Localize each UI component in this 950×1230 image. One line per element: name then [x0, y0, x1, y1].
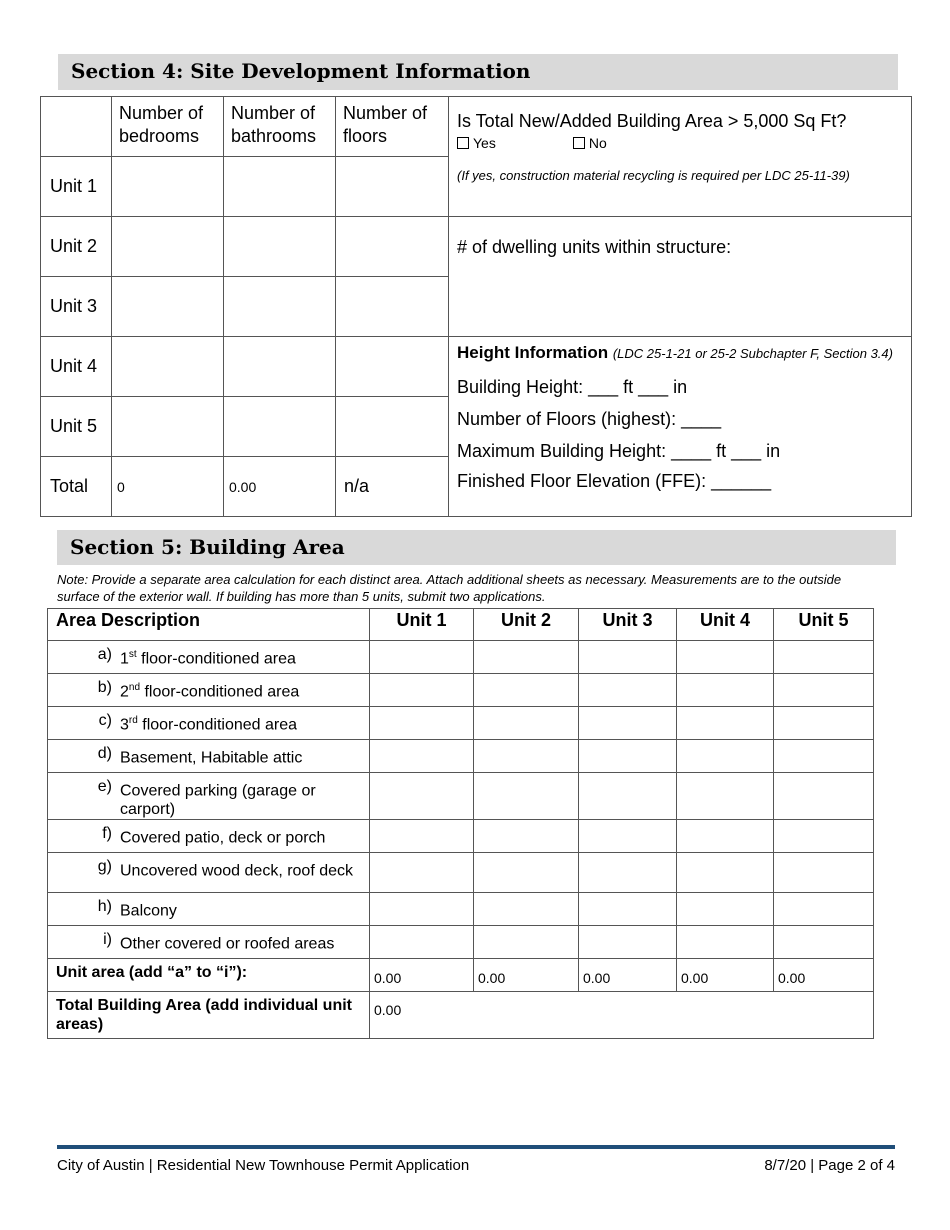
area-description-cell	[48, 707, 370, 740]
unit4-area-input[interactable]	[677, 893, 774, 926]
unit1-area-input[interactable]	[370, 674, 474, 707]
item-letter: a)	[97, 646, 112, 663]
item-letter: e)	[97, 778, 112, 795]
unit4-area-input[interactable]	[677, 740, 774, 773]
area-note: Note: Provide a separate area calculation for each distinct area. Attach additional sheets as necessary. Measurements are to the outside surface of the exterior wall. If building has more than 5 units, submit two applications.	[57, 572, 842, 604]
area-row	[48, 853, 874, 893]
unit1-floors-input[interactable]	[336, 157, 449, 217]
area-question-cell	[449, 97, 912, 217]
area-description-cell	[48, 674, 370, 707]
item-text-wrap	[120, 678, 299, 701]
area-row	[48, 820, 874, 853]
item-text: Uncovered wood deck, roof deck	[120, 862, 354, 880]
item-letter: i)	[103, 931, 112, 949]
unit4-area-input[interactable]	[677, 773, 774, 820]
unit2-bedrooms-input[interactable]	[112, 217, 224, 277]
row-total: Total	[41, 457, 112, 517]
unit5-area-input[interactable]	[774, 674, 874, 707]
unit2-area-input[interactable]	[474, 820, 579, 853]
item-ordinal-suffix: nd	[128, 682, 141, 693]
col-bedrooms: Number of bedrooms	[112, 97, 224, 157]
unit4-area-input[interactable]	[677, 641, 774, 674]
no-label: No	[588, 135, 607, 151]
item-text-wrap	[120, 930, 334, 953]
area-row	[48, 893, 874, 926]
row-unit-1: Unit 1	[41, 157, 112, 217]
item-ordinal-suffix: st	[128, 649, 137, 660]
footer-rule	[57, 1145, 895, 1149]
item-text-wrap	[120, 824, 325, 847]
unit3-area-input[interactable]	[579, 893, 677, 926]
unit5-area-input[interactable]	[774, 820, 874, 853]
unit2-area-input[interactable]	[474, 893, 579, 926]
item-text: floor-conditioned area	[136, 650, 296, 668]
col-unit-4: Unit 4	[677, 609, 774, 641]
height-title: Height Information	[457, 343, 609, 362]
unit3-area-input[interactable]	[579, 820, 677, 853]
area-row	[48, 707, 874, 740]
item-ordinal: 3	[120, 716, 129, 734]
col-floors: Number of floors	[336, 97, 449, 157]
row-unit-3: Unit 3	[41, 277, 112, 337]
footer-right: 8/7/20 | Page 2 of 4	[764, 1157, 895, 1174]
unit-area-label: Unit area (add “a” to “i”):	[48, 959, 370, 992]
yes-label: Yes	[473, 135, 496, 151]
area-question: Is Total New/Added Building Area > 5,000 Sq Ft?	[457, 111, 847, 131]
unit3-area-input[interactable]	[579, 926, 677, 959]
unit1-area-input[interactable]	[370, 926, 474, 959]
total-floors: n/a	[336, 457, 449, 517]
unit5-area-input[interactable]	[774, 893, 874, 926]
item-text: floor-conditioned area	[137, 716, 298, 734]
item-letter: d)	[97, 745, 112, 762]
item-text-wrap	[120, 857, 353, 880]
section5-title: Section 5: Building Area	[57, 530, 896, 565]
unit4-bathrooms-input[interactable]	[224, 337, 336, 397]
max-height-field[interactable]: Maximum Building Height: ____ ft ___ in	[457, 441, 781, 461]
building-area-table	[47, 608, 874, 1039]
area-row	[48, 641, 874, 674]
site-development-table	[40, 96, 912, 517]
item-text: floor-conditioned area	[140, 683, 300, 701]
unit2-area-input[interactable]	[474, 740, 579, 773]
unit4-area-input[interactable]	[677, 674, 774, 707]
area-description-cell	[48, 820, 370, 853]
item-text-wrap	[120, 744, 302, 767]
area-description-cell	[48, 641, 370, 674]
unit5-area-input[interactable]	[774, 926, 874, 959]
item-ordinal: 2	[120, 683, 129, 701]
unit4-area-total: 0.00	[677, 959, 774, 992]
unit1-area-input[interactable]	[370, 853, 474, 893]
unit1-area-input[interactable]	[370, 641, 474, 674]
area-description-cell	[48, 740, 370, 773]
unit3-area-input[interactable]	[579, 674, 677, 707]
unit3-area-input[interactable]	[579, 853, 677, 893]
item-letter: g)	[97, 858, 112, 876]
unit1-area-total: 0.00	[370, 959, 474, 992]
area-description-cell	[48, 926, 370, 959]
unit5-area-input[interactable]	[774, 773, 874, 820]
unit1-area-input[interactable]	[370, 893, 474, 926]
unit5-area-input[interactable]	[774, 707, 874, 740]
no-checkbox[interactable]	[573, 137, 585, 149]
unit5-area-input[interactable]	[774, 740, 874, 773]
item-text: Covered patio, deck or porch	[120, 829, 326, 847]
item-ordinal: 1	[120, 650, 129, 668]
unit3-bathrooms-input[interactable]	[224, 277, 336, 337]
section4-title: Section 4: Site Development Information	[58, 54, 898, 90]
area-row	[48, 740, 874, 773]
item-text-wrap	[120, 777, 365, 819]
item-letter: f)	[102, 825, 112, 843]
unit5-bathrooms-input[interactable]	[224, 397, 336, 457]
unit2-area-total: 0.00	[474, 959, 579, 992]
unit2-area-input[interactable]	[474, 641, 579, 674]
dwelling-units-label: # of dwelling units within structure:	[457, 237, 732, 257]
unit4-floors-input[interactable]	[336, 337, 449, 397]
row-unit-5: Unit 5	[41, 397, 112, 457]
area-description-cell	[48, 773, 370, 820]
area-description-cell	[48, 853, 370, 893]
item-text-wrap	[120, 645, 296, 668]
item-text: Covered parking (garage or carport)	[120, 782, 316, 819]
area-description-cell	[48, 893, 370, 926]
recycling-note: (If yes, construction material recycling is required per LDC 25-11-39)	[457, 168, 850, 183]
unit1-area-input[interactable]	[370, 740, 474, 773]
unit2-area-input[interactable]	[474, 707, 579, 740]
unit3-floors-input[interactable]	[336, 277, 449, 337]
unit4-bedrooms-input[interactable]	[112, 337, 224, 397]
unit5-area-total: 0.00	[774, 959, 874, 992]
item-text: Basement, Habitable attic	[120, 749, 303, 767]
area-row	[48, 773, 874, 820]
ffe-field[interactable]: Finished Floor Elevation (FFE): ______	[457, 471, 772, 491]
unit4-area-input[interactable]	[677, 926, 774, 959]
item-text-wrap	[120, 711, 297, 734]
area-row	[48, 674, 874, 707]
unit3-area-input[interactable]	[579, 707, 677, 740]
height-ref: (LDC 25-1-21 or 25-2 Subchapter F, Section 3.4)	[612, 346, 893, 361]
row-unit-4: Unit 4	[41, 337, 112, 397]
unit5-bedrooms-input[interactable]	[112, 397, 224, 457]
row-unit-2: Unit 2	[41, 217, 112, 277]
unit2-floors-input[interactable]	[336, 217, 449, 277]
unit4-area-input[interactable]	[677, 707, 774, 740]
unit4-area-input[interactable]	[677, 820, 774, 853]
area-row	[48, 926, 874, 959]
unit2-area-input[interactable]	[474, 773, 579, 820]
unit5-area-input[interactable]	[774, 641, 874, 674]
unit5-floors-input[interactable]	[336, 397, 449, 457]
unit5-area-input[interactable]	[774, 853, 874, 893]
col-unit-1: Unit 1	[370, 609, 474, 641]
unit3-area-input[interactable]	[579, 641, 677, 674]
col-bathrooms: Number of bathrooms	[224, 97, 336, 157]
unit1-bathrooms-input[interactable]	[224, 157, 336, 217]
floors-highest-field[interactable]: Number of Floors (highest): ____	[457, 409, 722, 429]
item-letter: h)	[97, 898, 112, 916]
unit2-area-input[interactable]	[474, 926, 579, 959]
col-area-description: Area Description	[48, 609, 370, 641]
total-bathrooms: 0.00	[224, 457, 336, 517]
unit1-area-input[interactable]	[370, 773, 474, 820]
unit1-area-input[interactable]	[370, 707, 474, 740]
yes-checkbox[interactable]	[457, 137, 469, 149]
total-building-area-value: 0.00	[370, 992, 874, 1039]
item-text: Other covered or roofed areas	[120, 935, 335, 953]
total-bedrooms: 0	[112, 457, 224, 517]
unit1-area-input[interactable]	[370, 820, 474, 853]
unit4-area-input[interactable]	[677, 853, 774, 893]
height-info-cell	[449, 337, 912, 517]
item-text-wrap	[120, 897, 177, 920]
unit3-area-input[interactable]	[579, 773, 677, 820]
unit1-bedrooms-input[interactable]	[112, 157, 224, 217]
dwelling-units-cell[interactable]	[449, 217, 912, 337]
unit2-area-input[interactable]	[474, 674, 579, 707]
item-text: Balcony	[120, 902, 177, 920]
unit2-area-input[interactable]	[474, 853, 579, 893]
building-height-field[interactable]: Building Height: ___ ft ___ in	[457, 377, 688, 397]
footer-left: City of Austin | Residential New Townhouse Permit Application	[57, 1157, 470, 1174]
unit3-area-total: 0.00	[579, 959, 677, 992]
col-unit-5: Unit 5	[774, 609, 874, 641]
corner-cell	[41, 97, 112, 157]
item-letter: b)	[97, 679, 112, 696]
col-unit-3: Unit 3	[579, 609, 677, 641]
item-ordinal-suffix: rd	[128, 715, 138, 726]
item-letter: c)	[98, 712, 112, 729]
unit3-bedrooms-input[interactable]	[112, 277, 224, 337]
col-unit-2: Unit 2	[474, 609, 579, 641]
total-building-area-label: Total Building Area (add individual unit areas)	[48, 992, 370, 1039]
unit3-area-input[interactable]	[579, 740, 677, 773]
unit2-bathrooms-input[interactable]	[224, 217, 336, 277]
